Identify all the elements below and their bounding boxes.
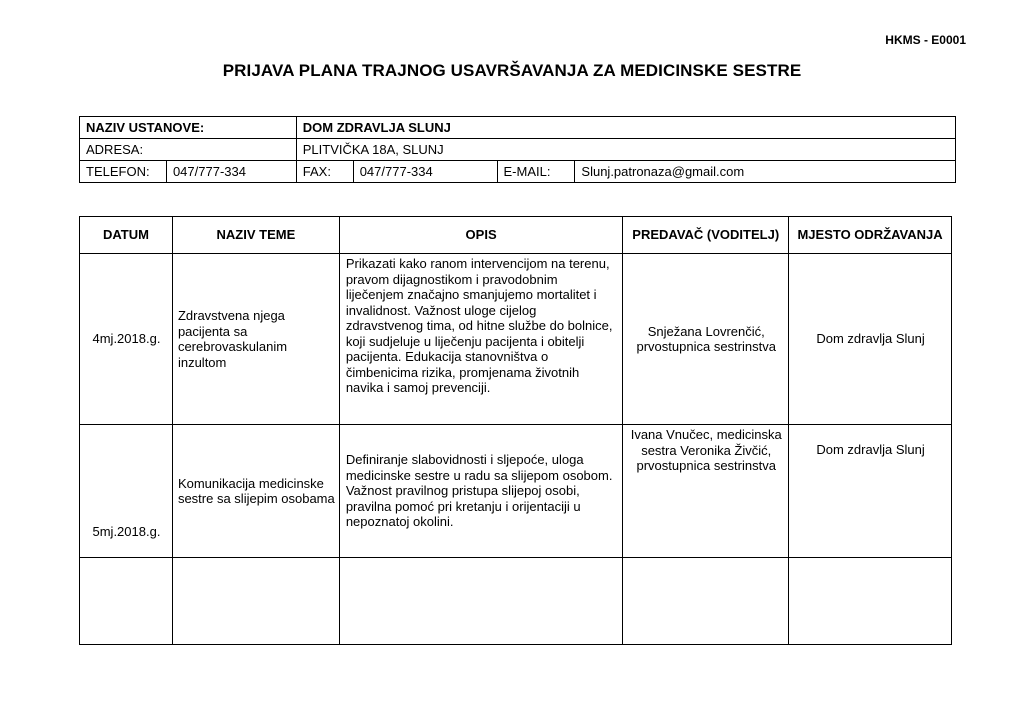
address-label: ADRESA: — [80, 139, 297, 161]
row-place — [789, 558, 952, 645]
phone-value: 047/777-334 — [166, 161, 296, 183]
institution-name-value: DOM ZDRAVLJA SLUNJ — [296, 117, 955, 139]
phone-label: TELEFON: — [80, 161, 167, 183]
column-header-topic: NAZIV TEME — [172, 217, 339, 254]
row-lecturer — [623, 558, 789, 645]
row-date: 4mj.2018.g. — [80, 254, 173, 425]
row-place: Dom zdravlja Slunj — [789, 425, 952, 558]
row-description — [339, 558, 623, 645]
table-row — [80, 425, 952, 558]
column-header-place: MJESTO ODRŽAVANJA — [789, 217, 952, 254]
row-lecturer: Ivana Vnučec, medicinska sestra Veronika Živčić, prvostupnica sestrinstva — [623, 425, 789, 558]
row-topic — [172, 558, 339, 645]
page-title: PRIJAVA PLANA TRAJNOG USAVRŠAVANJA ZA MEDICINSKE SESTRE — [222, 61, 802, 80]
column-header-lecturer: PREDAVAČ (VODITELJ) — [623, 217, 789, 254]
institution-name-label: NAZIV USTANOVE: — [80, 117, 297, 139]
fax-label: FAX: — [296, 161, 353, 183]
form-code: HKMS - E0001 — [885, 33, 966, 47]
row-topic: Komunikacija medicinske sestre sa slijepim osobama — [172, 425, 339, 558]
address-value: PLITVIČKA 18A, SLUNJ — [296, 139, 955, 161]
row-topic: Zdravstvena njega pacijenta sa cerebrovaskulanim inzultom — [172, 254, 339, 425]
column-header-date: DATUM — [80, 217, 173, 254]
table-row — [80, 558, 952, 645]
institution-table — [79, 116, 956, 183]
fax-value: 047/777-334 — [353, 161, 497, 183]
education-plan-table — [79, 216, 952, 645]
email-label: E-MAIL: — [497, 161, 575, 183]
row-description: Prikazati kako ranom intervencijom na terenu, pravom dijagnostikom i pravodobnim liječenjem značajno smanjujemo mortalitet i invalidnost. Važnost uloge cijelog zdravstvenog tima, od hitne službe do bolnice, koji sudjeluje u liječenju pacijenta i obitelji pacijenta. Edukacija stanovništva o čimbenicima rizika, promjenama životnih navika i samoj prevenciji. — [339, 254, 623, 425]
row-description: Definiranje slabovidnosti i sljepoće, uloga medicinske sestre u radu sa slijepom osobom. Važnost pravilnog pristupa slijepoj osobi, pravilna pomoć pri kretanju i orijentaciji u nepoznatoj okolini. — [339, 425, 623, 558]
row-place: Dom zdravlja Slunj — [789, 254, 952, 425]
row-lecturer: Snježana Lovrenčić, prvostupnica sestrinstva — [623, 254, 789, 425]
row-date: 5mj.2018.g. — [80, 425, 173, 558]
email-value: Slunj.patronaza@gmail.com — [575, 161, 956, 183]
column-header-description: OPIS — [339, 217, 623, 254]
row-date — [80, 558, 173, 645]
table-row — [80, 254, 952, 425]
